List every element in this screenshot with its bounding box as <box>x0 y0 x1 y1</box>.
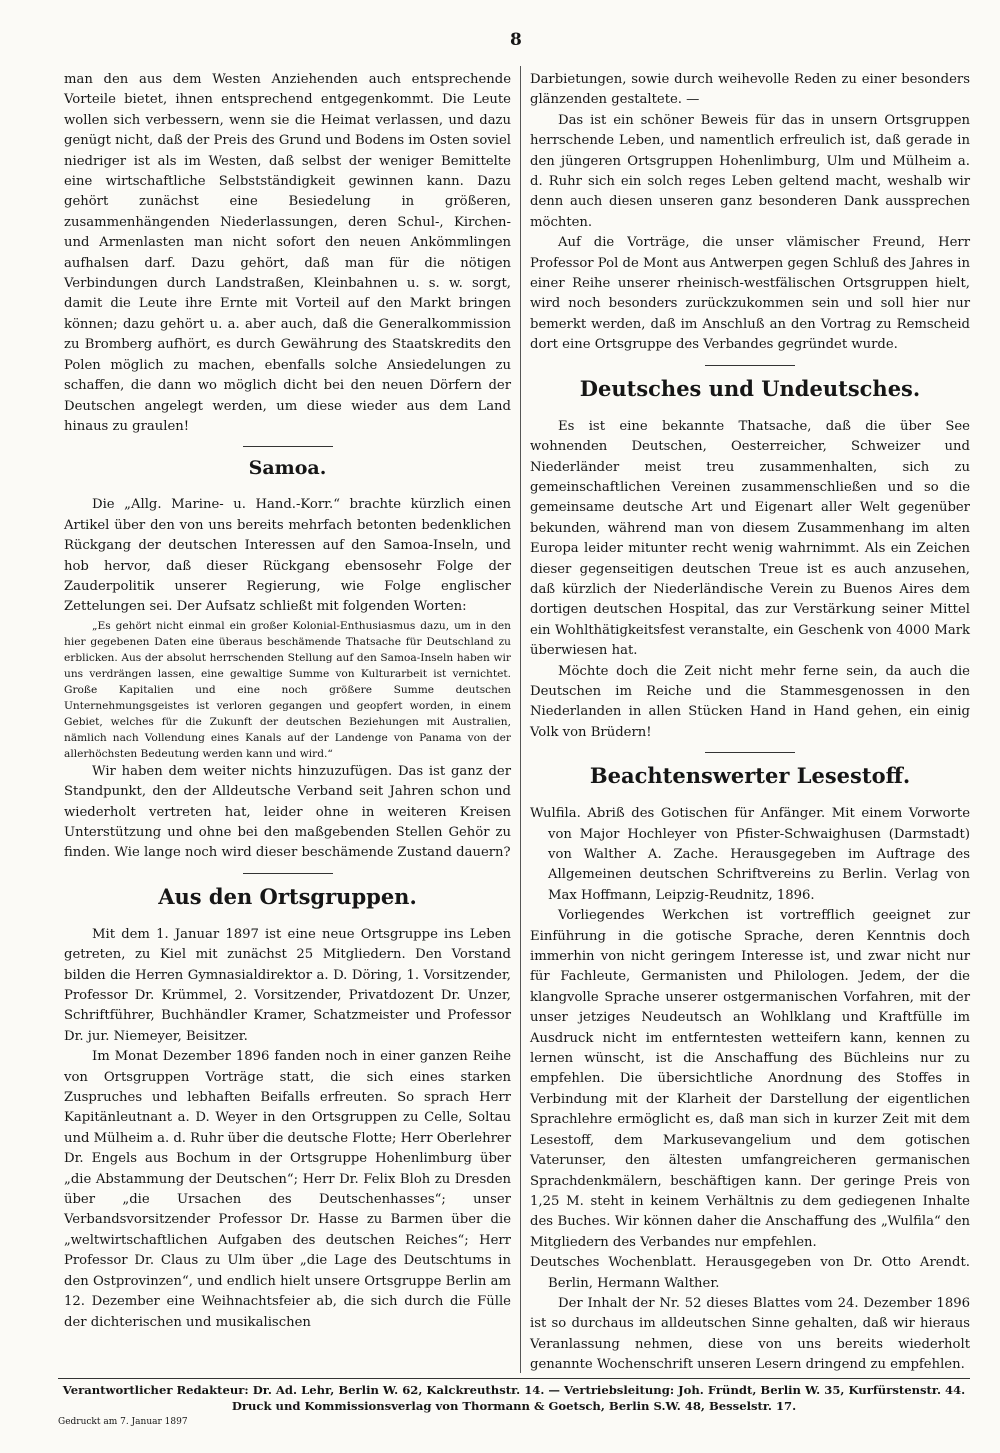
section-separator <box>243 873 333 874</box>
samoa-paragraph: Wir haben dem weiter nichts hinzuzufügen. Das ist ganz der Standpunkt, den der Alldeutsche Verband seit Jahren schon und wiederholt vertreten hat, leider ohne in weiteren Kreisen Unterstützung und ohne bei den maßgebenden Stellen Gehör zu finden. Wie lange noch wird dieser beschämende Zustand dauern? <box>64 763 511 861</box>
literature-list <box>530 804 970 1375</box>
continued-paragraph: Darbietungen, sowie durch weihevolle Reden zu einer besonders glänzenden gestaltete. — <box>530 72 970 108</box>
deutsches-paragraph: Möchte doch die Zeit nicht mehr ferne sein, da auch die Deutschen im Reiche und die Stammesgenossen in den Niederlanden in allen Stücken Hand in Hand gehen, ein einig Volk von Brüdern! <box>530 663 970 740</box>
section-heading-samoa: Samoa. <box>248 457 327 480</box>
deutsches-paragraph: Es ist eine bekannte Thatsache, daß die über See wohnenden Deutschen, Oesterreicher, Schweizer und Niederländer meist treu zusammenhalten, sich zu gemeinschaftlichen Vereinen zusammenschließen und so die gemeinsame deutsche Art und Eigenart aller Welt gegenüber bekunden, während man von diesem Zusammenhang im alten Europa leider mitunter recht wenig wahrnimmt. Als ein Zeichen dieser gegenseitigen deutschen Treue ist es auch anzusehen, daß kürzlich der Niederländische Verein zu Buenos Aires dem dortigen deutschen Hospital, das zur Verstärkung seiner Mittel ein Wohlthätigkeitsfest veranstalte, ein Geschenk von 4000 Mark überwiesen hat. <box>530 418 970 659</box>
literature-review: Der Inhalt der Nr. 52 dieses Blattes vom 24. Dezember 1896 ist so durchaus im alldeutschen Sinne gehalten, daß wir hieraus Veranlassung nehmen, diese von uns bereits wiederholt genannte Wochenschrift unseren Lesern dringend zu empfehlen. <box>530 1295 970 1373</box>
left-column <box>64 70 511 1333</box>
section-heading-deutsches: Deutsches und Undeutsches. <box>579 375 921 401</box>
literature-entry: Deutsches Wochenblatt. Herausgegeben von Dr. Otto Arendt. Berlin, Hermann Walther. <box>530 1255 970 1291</box>
section-separator <box>243 446 333 447</box>
section-heading-ortsgruppen: Aus den Ortsgruppen. <box>158 883 417 909</box>
section-separator <box>705 365 795 366</box>
section-heading-lesestoff: Beachtenswerter Lesestoff. <box>589 763 911 789</box>
print-date: Gedruckt am 7. Januar 1897 <box>58 1417 188 1427</box>
ortsgruppen-paragraph: Mit dem 1. Januar 1897 ist eine neue Ortsgruppe ins Leben getreten, zu Kiel mit zunächst 25 Mitgliedern. Den Vorstand bilden die Herren Gymnasialdirektor a. D. Döring, 1. Vorsitzender, Professor Dr. Krümmel, 2. Vorsitzender, Privatdozent Dr. Unzer, Schriftführer, Buchhändler Kramer, Schatzmeister und Professor Dr. jur. Niemeyer, Beisitzer. <box>64 926 511 1044</box>
ortsgruppen-paragraph: Das ist ein schöner Beweis für das in unsern Ortsgruppen herrschende Leben, und namentlich erfreulich ist, daß gerade in den jüngeren Ortsgruppen Hohenlimburg, Ulm und Mülheim a. d. Ruhr sich ein solch reges Leben geltend macht, weshalb wir denn auch diesen unseren ganz besonderen Dank aussprechen möchten. <box>530 112 970 230</box>
ortsgruppen-paragraph: Im Monat Dezember 1896 fanden noch in einer ganzen Reihe von Ortsgruppen Vorträge statt, die sich eines starken Zuspruches und lebhaften Beifalls erfreuten. So sprach Herr Kapitänleutnant a. D. Weyer in den Ortsgruppen zu Celle, Soltau und Mülheim a. d. Ruhr über die deutsche Flotte; Herr Oberlehrer Dr. Engels aus Bochum in der Ortsgruppe Hohenlimburg über „die Abstammung der Deutschen“; Herr Dr. Felix Bloh zu Dresden über „die Ursachen des Deutschenhasses“; unser Verbandsvorsitzender Professor Dr. Hasse zu Barmen über die „weltwirtschaftlichen Aufgaben des deutschen Reiches“; Herr Professor Dr. Claus zu Ulm über „die Lage des Deutschtums in den Ostprovinzen“, und endlich hielt unsere Ortsgruppe Berlin am 12. Dezember eine Weihnachtsfeier ab, die sich durch die Fülle der dichterischen und musikalischen <box>64 1049 511 1330</box>
column-divider <box>520 66 521 1373</box>
literature-entry: Wulfila. Abriß des Gotischen für Anfänger. Mit einem Vorworte von Major Hochleyer von Pfister-Schwaighusen (Darmstadt) von Walther A. Zache. Herausgegeben im Auftrage des Allgemeinen deutschen Schriftvereins zu Berlin. Verlag von Max Hoffmann, Leipzig-Reudnitz, 1896. <box>530 806 970 903</box>
quote-text: „Es gehört nicht einmal ein großer Kolonial-Enthusiasmus dazu, um in den hier gegebenen Daten eine überaus beschämende Thatsache für Deutschland zu erblicken. Aus der absolut herrschenden Stellung auf den Samoa-Inseln haben wir uns verdrängen lassen, eine gewaltige Summe von Kulturarbeit ist vernichtet. Große Kapitalien und eine noch größere Summe deutschen Unternehmungsgeistes ist verloren gegangen und geopfert worden, in einem Gebiet, welches für die Zukunft der deutschen Beziehungen mit Australien, nämlich nach Vollendung eines Kanals auf der Landenge von Panama von der allerhöchsten Bedeutung werden kann und wird.“ <box>64 619 511 760</box>
page-number: 8 <box>510 30 522 50</box>
samoa-paragraph: Die „Allg. Marine- u. Hand.-Korr.“ brachte kürzlich einen Artikel über den von uns bereits mehrfach betonten bedenklichen Rückgang der deutschen Interessen auf den Samoa-Inseln, und hob hervor, daß dieser Rückgang ebensosehr Folge der Zauderpolitik unserer Regierung, wie Folge englischer Zettelungen sei. Der Aufsatz schließt mit folgenden Worten: <box>64 497 511 615</box>
section-separator <box>705 752 795 753</box>
imprint-footer <box>58 1378 970 1429</box>
literature-review: Vorliegendes Werkchen ist vortrefflich geeignet zur Einführung in die gotische Sprache, deren Kenntnis doch immerhin von nicht geringem Interesse ist, und zwar nicht nur für Fachleute, Germanisten und Philologen. Jedem, der die klangvolle Sprache unserer ostgermanischen Vorfahren, mit der unser jetziges Neudeutsch an Wohlklang und Kraftfülle im Ausdruck nicht im entferntesten wetteifern kann, kennen zu lernen wünscht, ist die Anschaffung des Büchleins nur zu empfehlen. Die übersichtliche Anordnung des Stoffes in Verbindung mit der Klarheit der Darstellung der eigentlichen Sprachlehre ermöglicht es, daß man sich in kurzer Zeit mit dem Lesestoff, dem Markusevangelium und dem gotischen Vaterunser, den ältesten umfangreicheren germanischen Sprachdenkmälern, beschäftigen kann. Der geringe Preis von 1,25 M. steht in keinem Verhältnis zu dem gediegenen Inhalte des Buches. Wir können daher die Anschaffung des „Wulfila“ den Mitgliedern des Verbandes nur empfehlen. <box>530 908 970 1250</box>
right-column <box>530 70 970 1376</box>
editor-line: Verantwortlicher Redakteur: Dr. Ad. Lehr, Berlin W. 62, Kalckreuthstr. 14. — Vertriebsleitung: Joh. Fründt, Berlin W. 35, Kurfürstenstr. 44. <box>62 1383 966 1397</box>
ortsgruppen-paragraph: Auf die Vorträge, die unser vlämischer Freund, Herr Professor Pol de Mont aus Antwerpen gegen Schluß des Jahres in einer Reihe unserer rheinisch-westfälischen Ortsgruppen hielt, wird noch besonders zurückzukommen sein und soll hier nur bemerkt werden, daß im Anschluß an den Vortrag zu Remscheid dort eine Ortsgruppe des Verbandes gegründet wurde. <box>530 235 970 353</box>
printer-line: Druck und Kommissionsverlag von Thormann & Goetsch, Berlin S.W. 48, Besselstr. 17. <box>231 1399 797 1413</box>
samoa-quote <box>64 618 511 762</box>
continued-paragraph: man den aus dem Westen Anziehenden auch entsprechende Vorteile bietet, ihnen entsprechend entgegenkommt. Die Leute wollen sich verbessern, wenn sie die Heimat verlassen, und dazu genügt nicht, daß der Preis des Grund und Bodens im Osten soviel niedriger ist als im Westen, daß selbst der weniger Bemittelte eine wirtschaftliche Selbstständigkeit gewinnen kann. Dazu gehört zunächst eine Besiedelung in größeren, zusammenhängenden Niederlassungen, deren Schul-, Kirchen- und Armenlasten man nicht sofort den neuen Ankömmlingen aufhalsen darf. Dazu gehört, daß man für die nötigen Verbindungen durch Landstraßen, Kleinbahnen u. s. w. sorgt, damit die Leute ihre Ernte mit Vorteil auf den Markt bringen können; dazu gehört u. a. aber auch, daß die Generalkommission zu Bromberg aufhört, es durch Gewährung des Staatskredits den Polen möglich zu machen, ebenfalls solche Ansiedelungen zu schaffen, die dann wo möglich dicht bei den neuen Dörfern der Deutschen angelegt werden, um diese wieder aus dem Land hinaus zu graulen! <box>64 72 511 434</box>
